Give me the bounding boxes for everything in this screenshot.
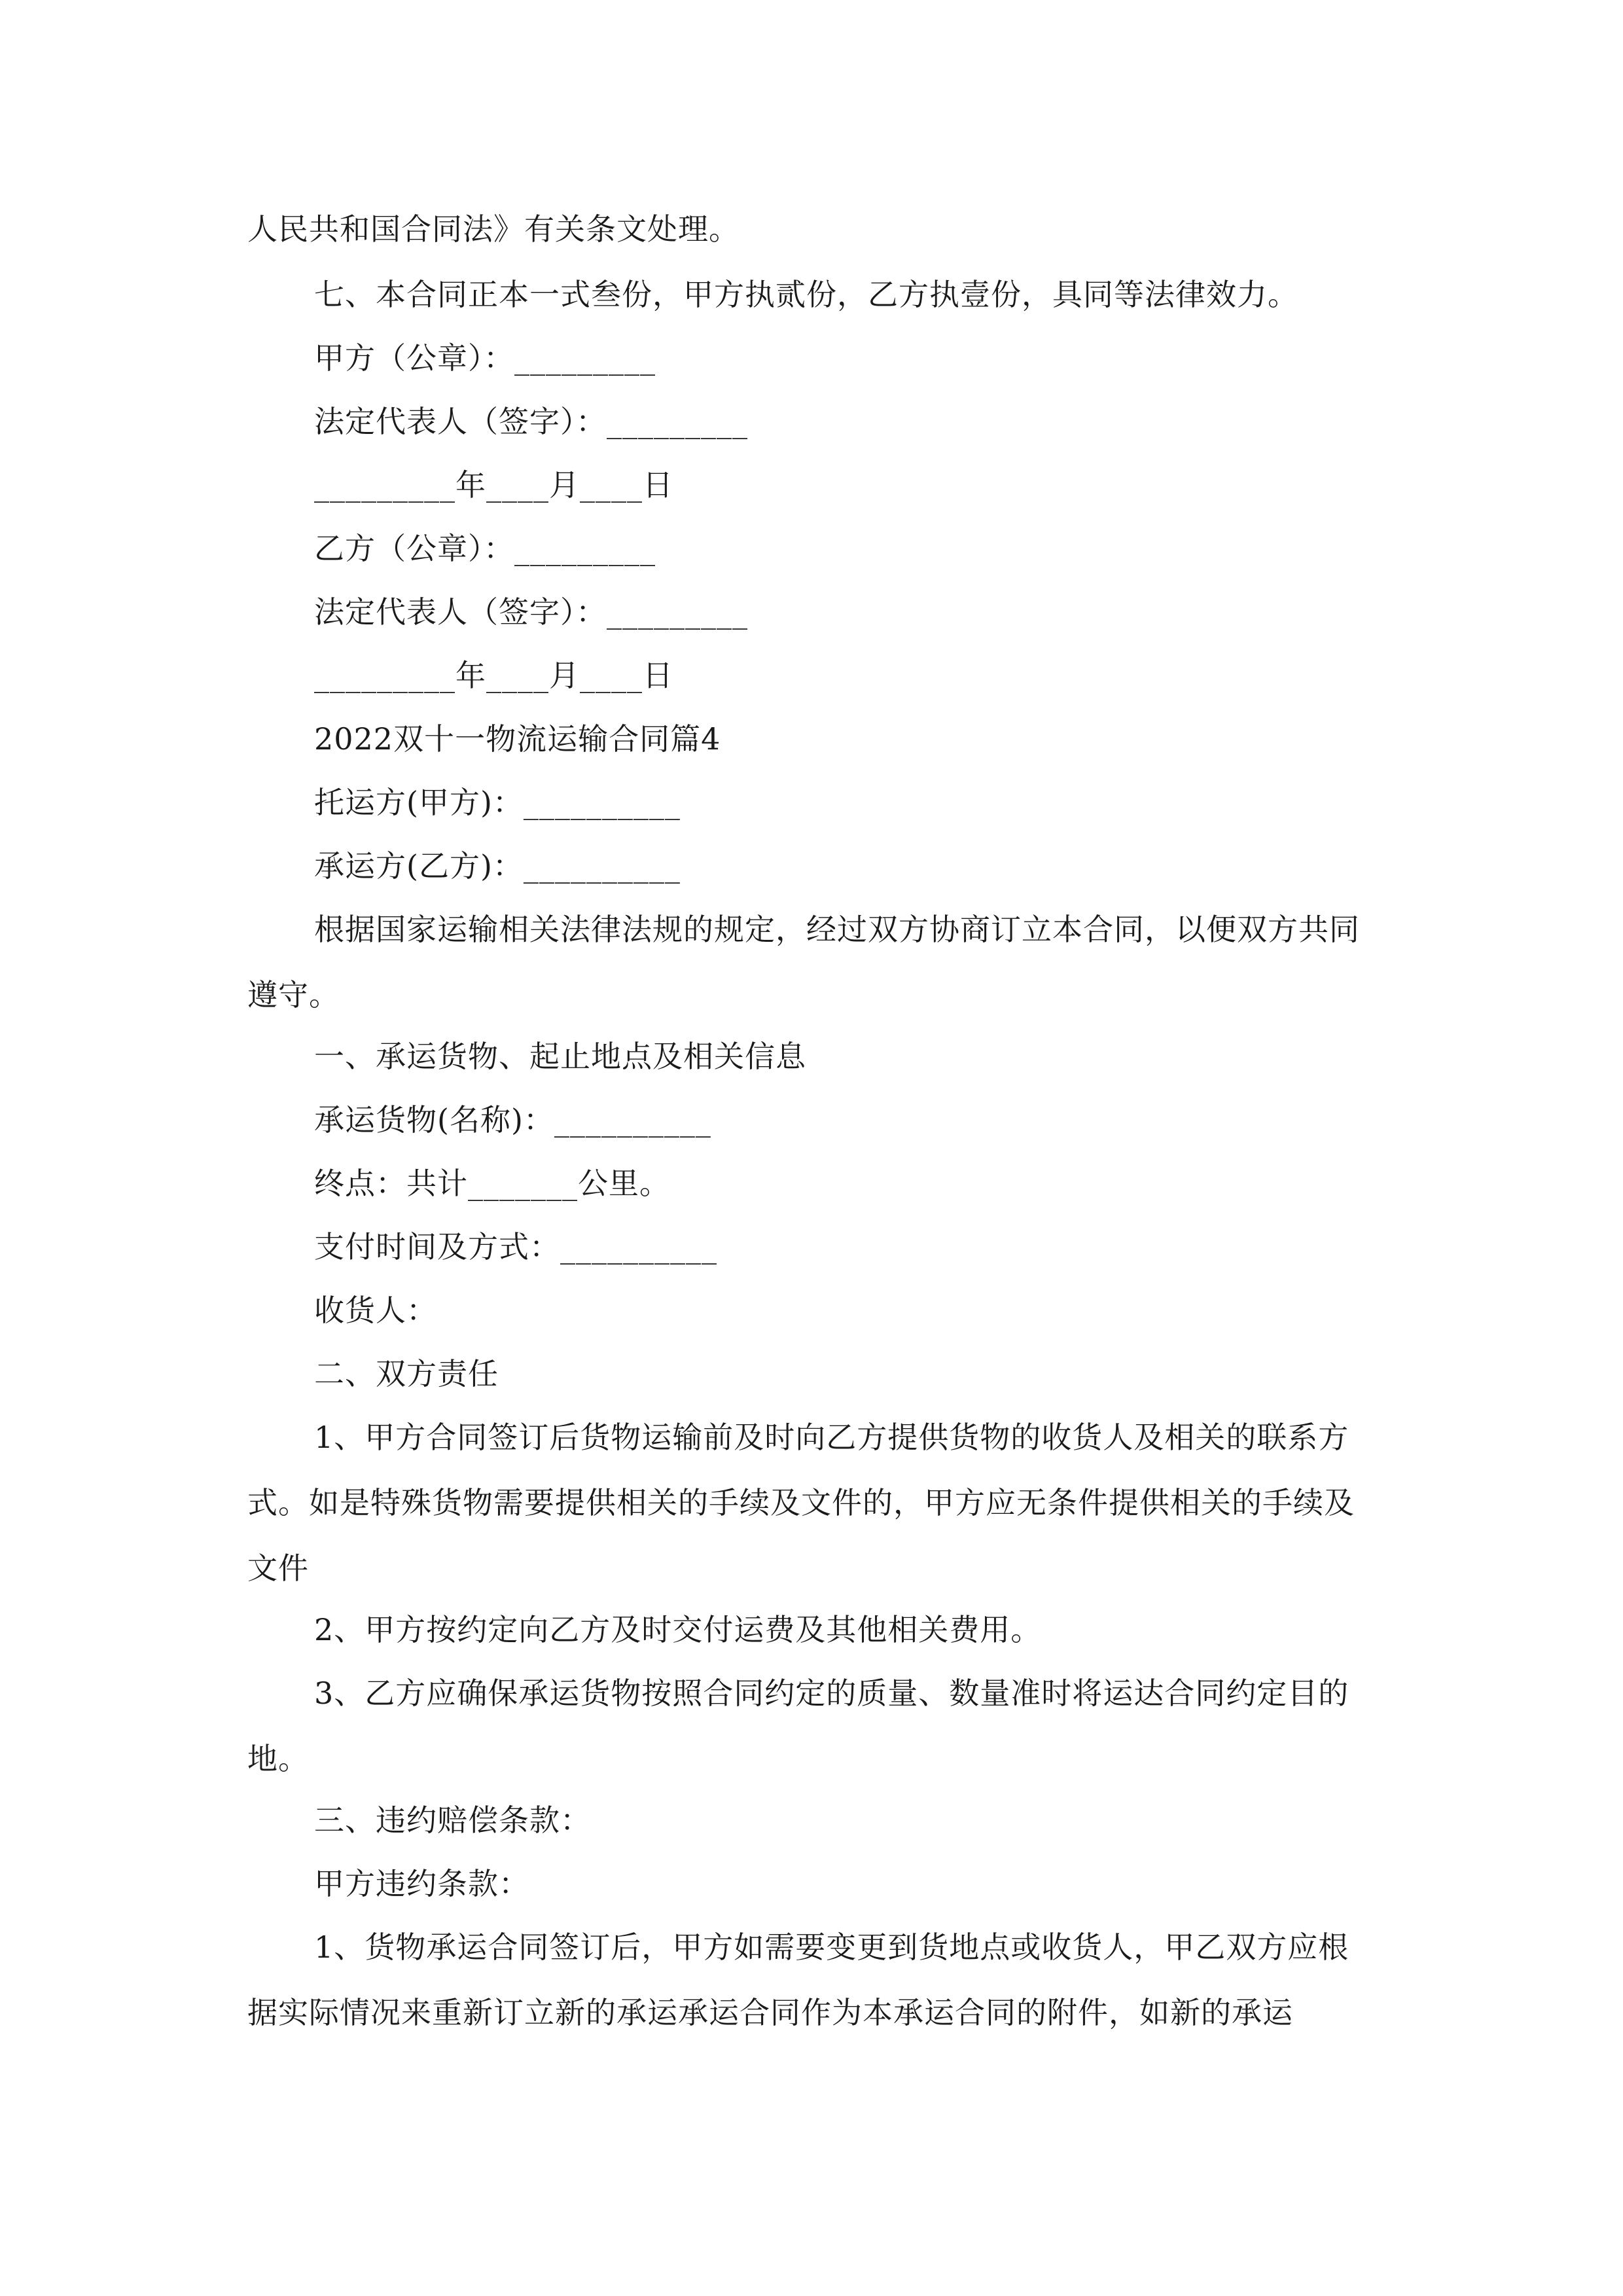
paragraph: 乙方（公章）：_________ (314, 531, 656, 566)
paragraph: 终点：共计_______公里。 (314, 1166, 670, 1201)
paragraph: 1、甲方合同签订后货物运输前及时向乙方提供货物的收货人及相关的联系方式。如是特殊货物需要提供相关的手续及文件的，甲方应无条件提供相关的手续及文件 (247, 1420, 1355, 1586)
paragraph: 1、货物承运合同签订后，甲方如需要变更到货地点或收货人，甲乙双方应根据实际情况来重新订立新的承运承运合同作为本承运合同的附件，如新的承运 (247, 1929, 1349, 2030)
paragraph: 根据国家运输相关法律法规的规定，经过双方协商订立本合同，以便双方共同遵守。 (247, 912, 1360, 1013)
paragraph: 三、违约赔偿条款： (314, 1803, 591, 1838)
paragraph: 承运货物(名称)：__________ (314, 1102, 711, 1138)
paragraph: 甲方（公章）：_________ (314, 340, 656, 376)
paragraph: 一、承运货物、起止地点及相关信息 (314, 1039, 806, 1074)
paragraph: 支付时间及方式：__________ (314, 1229, 717, 1265)
paragraph: 甲方违约条款： (314, 1866, 529, 1901)
paragraph: 承运方(乙方)：__________ (314, 848, 681, 884)
paragraph: _________年____月____日 (314, 467, 673, 503)
paragraph: 托运方(甲方)：__________ (314, 785, 681, 820)
paragraph: 七、本合同正本一式叁份，甲方执贰份，乙方执壹份，具同等法律效力。 (314, 277, 1298, 312)
paragraph: 收货人： (314, 1293, 437, 1328)
paragraph: 2、甲方按约定向乙方及时交付运费及其他相关费用。 (314, 1612, 1042, 1647)
section-heading: 2022双十一物流运输合同篇4 (314, 721, 721, 757)
paragraph: _________年____月____日 (314, 658, 673, 693)
paragraph: 人民共和国合同法》有关条文处理。 (247, 211, 740, 247)
paragraph: 3、乙方应确保承运货物按照合同约定的质量、数量准时将运达合同约定目的地。 (247, 1676, 1349, 1776)
paragraph: 二、双方责任 (314, 1356, 499, 1391)
paragraph: 法定代表人（签字）：_________ (314, 404, 748, 439)
paragraph: 法定代表人（签字）：_________ (314, 594, 748, 630)
